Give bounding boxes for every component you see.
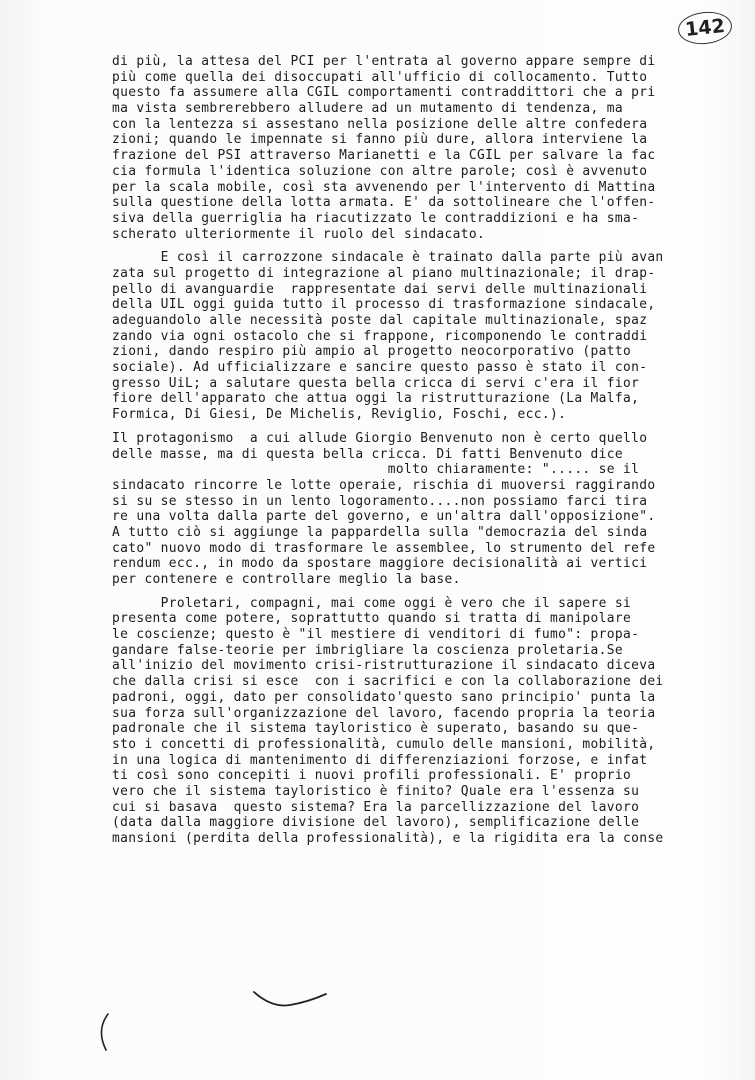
text-line: zata sul progetto di integrazione al piano multinazionale; il drap- (112, 265, 656, 281)
handwritten-stroke-mark (250, 988, 330, 1012)
text-line: mansioni (perdita della professionalità), e la rigidita era la conse (112, 831, 664, 846)
text-line: della UIL oggi guida tutto il processo di trasformazione sindacale, (112, 297, 656, 313)
text-line: sindacato rincorre le lotte operaie, rischia di muoversi raggirando (112, 477, 656, 493)
paragraph-gap (112, 423, 752, 431)
text-line: per contenere e controllare meglio la base. (112, 572, 461, 587)
text-line: siva della guerriglia ha riacutizzato le contraddizioni e ha sma- (112, 210, 640, 226)
text-line: cato" nuovo modo di trasformare le assemblee, lo strumento del refe (112, 540, 656, 556)
text-line: gandare false-teorie per imbrigliare la coscienza proletaria.Se (112, 642, 623, 658)
text-line: molto chiaramente: "..... se il (112, 462, 640, 478)
paragraph-gap (112, 242, 752, 250)
text-line: pello di avanguardie rappresentate dai servi delle multinazionali (112, 281, 648, 297)
text-line: presenta come potere, soprattutto quando si tratta di manipolare (112, 611, 632, 627)
text-line: sua forza sull'organizzazione del lavoro, facendo propria la teoria (112, 705, 656, 721)
handwritten-paren-mark (92, 1012, 114, 1052)
text-line: Formica, Di Giesi, De Michelis, Reviglio, Foschi, ecc.). (112, 407, 567, 423)
text-line: cia formula l'identica soluzione con altre parole; così è avvenuto (112, 163, 648, 179)
text-line: delle masse, ma di questa bella cricca. Di fatti Benvenuto dice (112, 446, 623, 462)
text-line: Il protagonismo a cui allude Giorgio Benvenuto non è certo quello (112, 430, 648, 446)
text-line: questo fa assumere alla CGIL comportamenti contraddittori che a pri (112, 85, 656, 101)
text-line: sociale). Ad ufficializzare e sancire questo passo è stato il con- (112, 360, 648, 376)
text-line: A tutto ciò si aggiunge la pappardella sulla "democrazia del sinda (112, 524, 648, 540)
text-line: padroni, oggi, dato per consolidato'questo sano principio' punta la (112, 689, 656, 705)
text-line: frazione del PSI attraverso Marianetti e la CGIL per salvare la fac (112, 148, 656, 164)
text-line: per la scala mobile, così sta avvenendo per l'intervento di Mattina (112, 179, 656, 195)
text-line: padronale che il sistema tayloristico è superato, basando su que- (112, 721, 640, 737)
text-line: rendum ecc., in modo da spostare maggiore decisionalità ai vertici (112, 556, 648, 572)
paragraph-gap (112, 588, 752, 596)
text-line: ma vista sembrerebbero alludere ad un mutamento di tendenza, ma (112, 101, 623, 117)
text-line: fiore dell'apparato che attua oggi la ristrutturazione (La Malfa, (112, 391, 640, 407)
paragraph-3 (112, 431, 752, 588)
text-line: che dalla crisi si esce con i sacrifici e con la collaborazione dei (112, 674, 664, 690)
text-line: adeguandolo alle necessità poste dal capitale multinazionale, spaz (112, 313, 648, 328)
paragraph-4 (112, 596, 752, 847)
text-line: con la lentezza si assestano nella posizione delle altre confedera (112, 116, 648, 132)
text-line: si su se stesso in un lento logoramento....non possiamo farci tira (112, 493, 648, 509)
text-line: zioni, dando respiro più ampio al progetto neocorporativo (patto (112, 344, 632, 360)
text-line: sulla questione della lotta armata. E' da sottolineare che l'offen- (112, 195, 656, 211)
text-line: sto i concetti di professionalità, cumulo delle mansioni, mobilità, (112, 736, 656, 752)
text-line: vero che il sistema tayloristico è finito? Quale era l'essenza su (112, 783, 640, 799)
text-line: zioni; quando le impennate si fanno più dure, allora interviene la (112, 132, 648, 148)
document-body (112, 54, 752, 847)
text-line: cui si basava questo sistema? Era la parcellizzazione del lavoro (112, 799, 640, 815)
text-line: E così il carrozzone sindacale è trainato dalla parte più avan (112, 250, 664, 266)
text-line: zando via ogni ostacolo che si frappone, ricomponendo le contraddi (112, 328, 648, 344)
text-line: all'inizio del movimento crisi-ristrutturazione il sindacato diceva (112, 658, 656, 674)
paragraph-2 (112, 250, 752, 423)
page-number: 142 (684, 14, 726, 42)
text-line: più come quella dei disoccupati all'ufficio di collocamento. Tutto (112, 69, 648, 85)
page-number-stamp (676, 9, 733, 46)
text-line: scherato ulteriormente il ruolo del sindacato. (112, 226, 486, 242)
text-line: Proletari, compagni, mai come oggi è vero che il sapere si (112, 595, 632, 611)
text-line: di più, la attesa del PCI per l'entrata al governo appare sempre di (112, 54, 656, 69)
paragraph-1 (112, 54, 752, 242)
text-line: le coscienze; questo è "il mestiere di venditori di fumo": propa- (112, 627, 640, 643)
text-line: gresso UiL; a salutare questa bella cricca di servi c'era il fior (112, 375, 640, 391)
text-line: in una logica di mantenimento di differenziazioni forzose, e infat (112, 752, 648, 768)
text-line: ti così sono concepiti i nuovi profili professionali. E' proprio (112, 768, 632, 784)
text-line: re una volta dalla parte del governo, e un'altra dall'opposizione". (112, 509, 656, 525)
text-line: (data dalla maggiore divisione del lavoro), semplificazione delle (112, 815, 640, 831)
